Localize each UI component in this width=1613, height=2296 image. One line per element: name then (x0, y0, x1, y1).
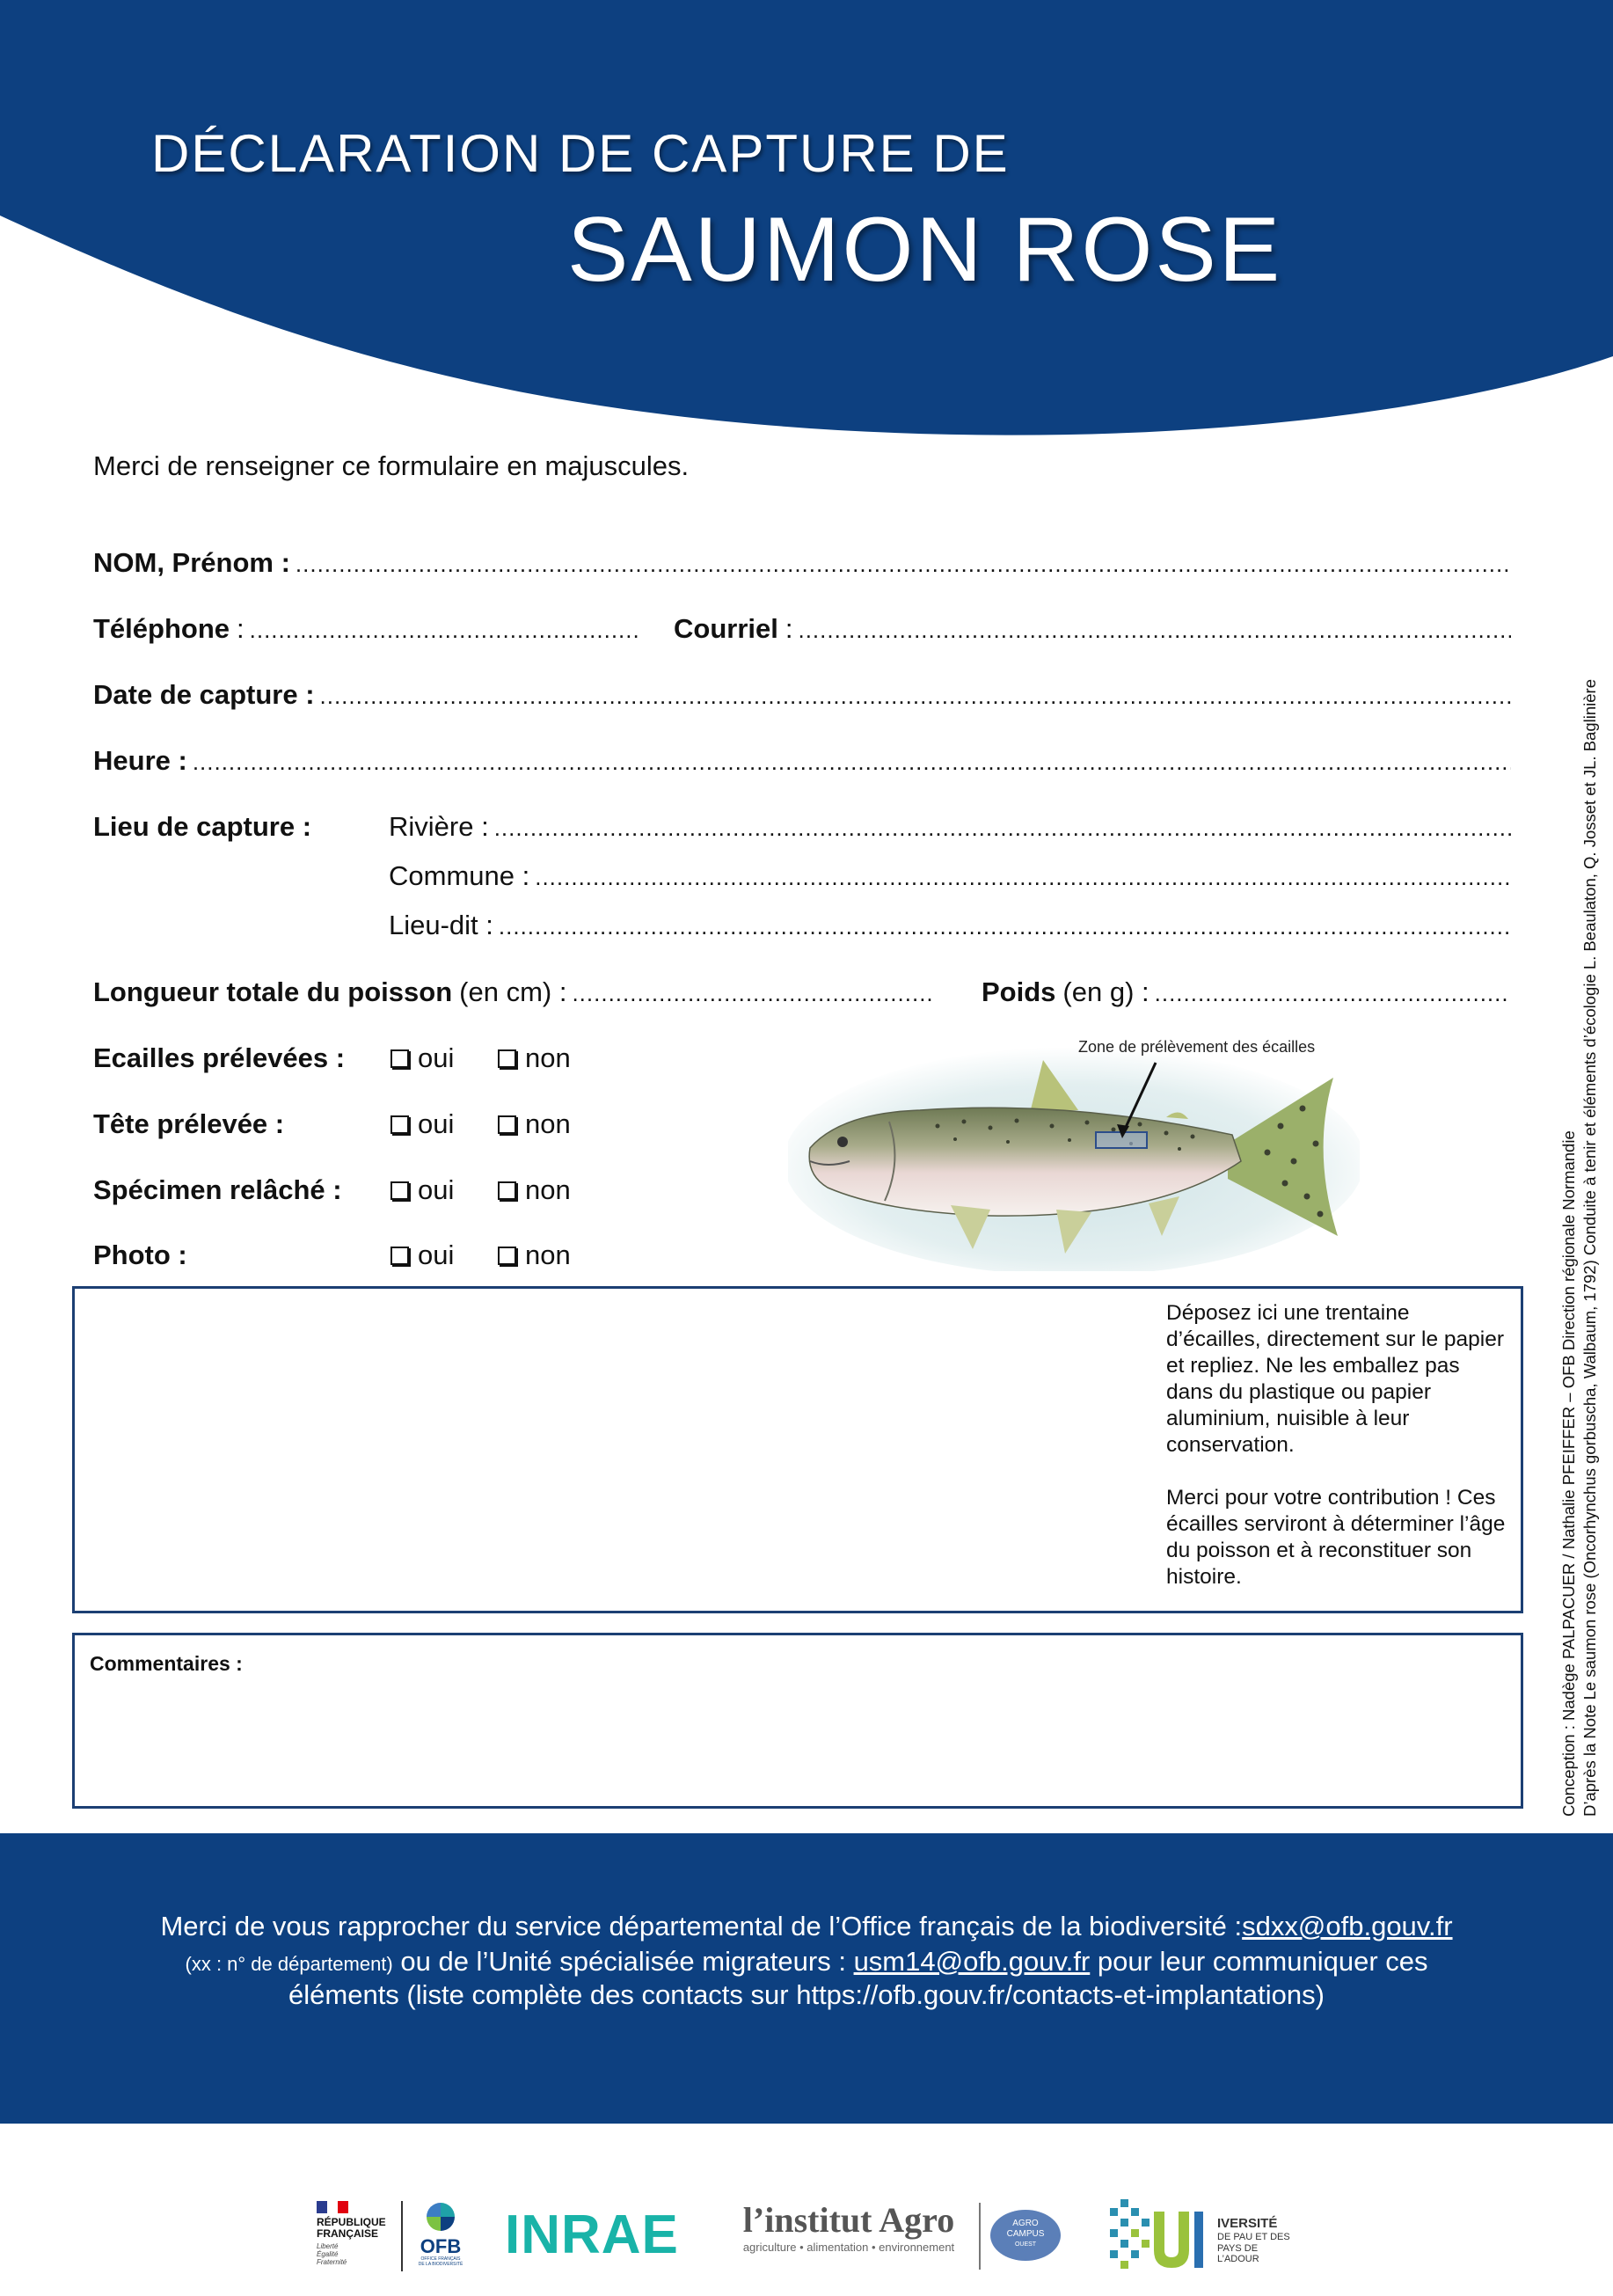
fish-caption: Zone de prélèvement des écailles (1078, 1038, 1316, 1056)
ofb-text: OFB (420, 2235, 462, 2257)
checkbox-icon (390, 1181, 409, 1200)
logo-republique-francaise (317, 2201, 396, 2266)
label-ecailles-text: Ecailles prélevées : (93, 1042, 346, 1073)
checkbox-icon (498, 1181, 516, 1200)
scale-instructions-1: Déposez ici une trentaine d’écailles, directement sur le papier et repliez. Ne les emballez pas dans du plastique ou papier aluminium, nuisible à leur conservation. (1166, 1301, 1505, 1457)
field-nom[interactable] (93, 547, 1511, 582)
label-ecailles (93, 1042, 345, 1078)
ofb-emblem-icon (421, 2201, 460, 2233)
checkbox-icon (498, 1115, 516, 1134)
label-photo (93, 1239, 187, 1275)
checkbox-tete-non[interactable] (498, 1108, 571, 1140)
label-commune: Commune : (389, 860, 530, 891)
label-riviere: Rivière : (389, 811, 489, 842)
checkbox-icon (390, 1049, 409, 1068)
rf-text-5: Fraternité (317, 2258, 347, 2266)
scale-instructions (1166, 1300, 1509, 1617)
label-photo-text: Photo : (93, 1239, 187, 1270)
rf-text-4: Égalité (317, 2250, 339, 2258)
checkbox-tete-oui[interactable] (390, 1108, 454, 1140)
dotted-line (193, 749, 1511, 776)
flag-icon (317, 2201, 348, 2213)
credits-line-2: D’après la Note Le saumon rose (Oncorhynchus gorbuscha, Walbaum, 1792) Conduite à tenir et éléments d’écologie L. Beaulaton, Q. Josset et JL. Baglinière (1580, 679, 1599, 1817)
option-label: non (525, 1042, 571, 1073)
footer-line-2-small: (xx : n° de département) (185, 1953, 393, 1975)
field-riviere[interactable] (389, 811, 1511, 846)
field-poids[interactable] (982, 976, 1511, 1012)
checkbox-icon (498, 1247, 516, 1265)
ofb-sub-1: OFFICE FRANÇAIS (420, 2256, 461, 2262)
label-telephone: Téléphone (93, 613, 230, 644)
field-lieu-dit[interactable] (389, 910, 1511, 945)
label-lieu (93, 811, 311, 846)
label-heure: Heure : (93, 745, 187, 776)
credits-line-1: Conception : Nadège PALPACUER / Nathalie PFEIFFER – OFB Direction régionale Normandie (1559, 1130, 1578, 1817)
logo-divider (401, 2201, 403, 2271)
footer-line-3: éléments (liste complète des contacts sur https://ofb.gouv.fr/contacts-et-implantations) (288, 1979, 1325, 2010)
label-poids-unit: (en g) : (1062, 976, 1150, 1007)
rf-text-2: FRANÇAISE (317, 2227, 379, 2240)
title-line-2: SAUMON ROSE (567, 199, 1283, 301)
footer-line-1-text: Merci de vous rapprocher du service départemental de l’Office français de la biodiversité : (160, 1911, 1243, 1941)
label-nom: NOM, Prénom : (93, 547, 290, 578)
agro-campus-2: CAMPUS (1006, 2229, 1045, 2239)
field-courriel[interactable] (674, 613, 1511, 648)
ofb-sub-2: DE LA BIODIVERSITÉ (418, 2262, 463, 2267)
univ-pau-emblem-icon (1110, 2199, 1215, 2271)
label-poids: Poids (982, 976, 1056, 1007)
checkbox-icon (498, 1049, 516, 1068)
intro-text: Merci de renseigner ce formulaire en majuscules. (93, 450, 690, 481)
label-longueur-unit: (en cm) : (459, 976, 567, 1007)
agro-campus-1: AGRO (1012, 2219, 1039, 2228)
dotted-line (296, 551, 1511, 578)
logo-ofb (410, 2201, 471, 2267)
option-label: oui (418, 1239, 455, 1270)
agro-campus-3: OUEST (1014, 2241, 1037, 2248)
dotted-line (494, 815, 1511, 842)
option-label: oui (418, 1108, 455, 1139)
univ-text-2: DE PAU ET DES (1217, 2232, 1290, 2242)
label-lieu-dit: Lieu-dit : (389, 910, 493, 940)
field-telephone[interactable] (93, 613, 639, 648)
footer-line-2-text: ou de l’Unité spécialisée migrateurs : (392, 1946, 854, 1977)
dotted-line (499, 913, 1511, 940)
option-label: non (525, 1108, 571, 1139)
univ-text-3: PAYS DE L’ADOUR (1217, 2243, 1259, 2264)
checkbox-ecailles-oui[interactable] (390, 1042, 454, 1074)
rf-text-1: RÉPUBLIQUE (317, 2216, 386, 2228)
logo-institut-agro (721, 2199, 976, 2254)
rf-text-3: Liberté (317, 2242, 339, 2250)
dotted-line (535, 864, 1511, 891)
footer-email-usm14[interactable]: usm14@ofb.gouv.fr (853, 1946, 1091, 1977)
credits (1558, 679, 1601, 1817)
checkbox-ecailles-non[interactable] (498, 1042, 571, 1074)
logo-agrocampus (990, 2210, 1061, 2261)
agro-text: l’institut Agro (742, 2200, 955, 2240)
label-specimen (93, 1174, 342, 1210)
field-date[interactable] (93, 679, 1511, 714)
option-label: oui (418, 1042, 455, 1073)
logo-inrae: INRAE (505, 2205, 679, 2265)
checkbox-photo-oui[interactable] (390, 1239, 454, 1271)
checkbox-icon (390, 1247, 409, 1265)
option-label: non (525, 1239, 571, 1270)
label-tete (93, 1108, 284, 1144)
title-line-1: DÉCLARATION DE CAPTURE DE (151, 124, 1010, 183)
label-date: Date de capture : (93, 679, 315, 710)
agro-sub-text: agriculture • alimentation • environnement (742, 2241, 955, 2254)
field-longueur[interactable] (93, 976, 934, 1012)
checkbox-specimen-non[interactable] (498, 1174, 571, 1206)
footer-line-2-end: pour leur communiquer ces (1090, 1946, 1428, 1977)
field-commune[interactable] (389, 860, 1511, 896)
checkbox-specimen-oui[interactable] (390, 1174, 454, 1206)
checkbox-icon (390, 1115, 409, 1134)
checkbox-photo-non[interactable] (498, 1239, 571, 1271)
footer-line-2 (0, 1946, 1613, 1978)
colon: : (785, 613, 793, 644)
colon: : (237, 613, 245, 644)
scale-instructions-2: Merci pour votre contribution ! Ces écailles serviront à déterminer l’âge du poisson et à reconstituer son histoire. (1166, 1486, 1506, 1589)
label-courriel: Courriel (674, 613, 778, 644)
option-label: oui (418, 1174, 455, 1205)
dotted-line (798, 617, 1511, 644)
pink-salmon-illustration (788, 1029, 1360, 1271)
logo-divider (979, 2203, 981, 2270)
field-heure[interactable] (93, 745, 1511, 780)
dotted-line (1155, 980, 1511, 1007)
dotted-line (250, 617, 639, 644)
label-longueur: Longueur totale du poisson (93, 976, 453, 1007)
option-label: non (525, 1174, 571, 1205)
label-lieu-text: Lieu de capture : (93, 811, 312, 842)
comments-box[interactable] (72, 1633, 1523, 1809)
comments-label: Commentaires : (90, 1652, 243, 1675)
dotted-line (572, 980, 934, 1007)
univ-text-1: IVERSITÉ (1217, 2216, 1278, 2231)
dotted-line (320, 683, 1511, 710)
footer-line-1 (0, 1911, 1613, 1942)
footer-banner (0, 1833, 1613, 2124)
label-specimen-text: Spécimen relâché : (93, 1174, 342, 1205)
label-tete-text: Tête prélevée : (93, 1108, 285, 1139)
logo-universite-pau (1110, 2199, 1295, 2271)
footer-email-sdxx[interactable]: sdxx@ofb.gouv.fr (1242, 1911, 1453, 1941)
